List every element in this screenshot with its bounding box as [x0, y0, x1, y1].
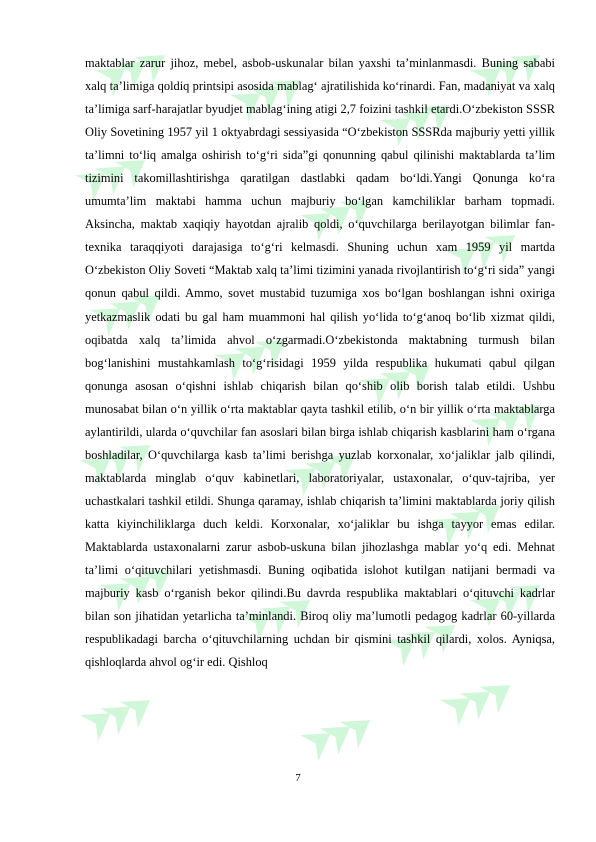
- page-number: 7: [295, 772, 301, 784]
- watermark-chevron-icon: [80, 677, 159, 751]
- watermark-chevron-icon: [300, 697, 379, 771]
- body-paragraph: maktablar zarur jihoz, mebel, asbob-uskunalar bilan yaxshi ta’minlanmasdi. Buning sababi xalq ta’limiga qoldiq printsipi asosida mablag‘ ajratilishida ko‘rinardi. Fan, madaniyat va xalq ta’limiga sarf-harajatlar byudjet mablag‘ining atigi 2,7 foizini tashkil etardi.O‘zbekiston SSSR Oliy Sovetining 1957 yil 1 oktyabrdagi sessiyasida “O‘zbekiston SSSRda majburiy yetti yillik ta’limni to‘liq amalga oshirish to‘g‘ri sida”gi qonunning qabul qilinishi maktablarda ta’lim tizimini takomillashtirishga qaratilgan dastlabki qadam bo‘ldi.Yangi Qonunga ko‘ra umumta’lim maktabi hamma uchun majburiy bo‘lgan kamchiliklar barham topmadi. Aksincha, maktab xaqiqiy hayotdan ajralib qoldi, o‘quvchilarga berilayotgan bilimlar fan-texnika taraqqiyoti darajasiga to‘g‘ri kelmasdi. Shuning uchun xam 1959 yil martda O‘zbekiston Oliy Soveti “Maktab xalq ta’limi tizimini yanada rivojlantirish to‘g‘ri sida” yangi qonun qabul qildi. Ammo, sovet mustabid tuzumiga xos bo‘lgan boshlangan ishni oxiriga yetkazmaslik odati bu gal ham muammoni hal qilish yo‘lida to‘g‘anoq bo‘lib xizmat qildi, oqibatda xalq ta’limida ahvol o‘zgarmadi.O‘zbekistonda maktabning turmush bilan bog‘lanishini mustahkamlash to‘g‘risidagi 1959 yilda respublika hukumati qabul qilgan qonunga asosan o‘qishni ishlab chiqarish bilan qo‘shib olib borish talab etildi. Ushbu munosabat bilan o‘n yillik o‘rta maktablar qayta tashkil etilib, o‘n bir yillik o‘rta maktablarga aylantirildi, ularda o‘quvchilar fan asoslari bilan birga ishlab chiqarish kasblarini ham o‘rgana boshladilar, O‘quvchilarga kasb ta’limi berishga yuzlab korxonalar, xo‘jaliklar jalb qilindi, maktablarda minglab o‘quv kabinetlari, laboratoriyalar, ustaxonalar, o‘quv-tajriba, yer uchastkalari tashkil etildi. Shunga qaramay, ishlab chiqarish ta’limini maktablarda joriy qilish katta kiyinchiliklarga duch keldi. Korxonalar, xo‘jaliklar bu ishga tayyor emas edilar. Maktablarda ustaxonalarni zarur asbob-uskuna bilan jihozlashga mablar yo‘q edi. Mehnat ta’limi o‘qituvchilari yetishmasdi. Buning oqibatida islohot kutilgan natijani bermadi va majburiy kasb o‘rganish bekor qilindi.Bu davrda respublika maktablari o‘qituvchi kadrlar bilan son jihatidan yetarlicha ta’minlandi. Biroq oliy ma’lumotli pedagog kadrlar 60-yillarda respublikadagi barcha o‘qituvchilarning uchdan bir qismini tashkil qilardi, xolos. Ayniqsa, qishloqlarda ahvol og‘ir edi. Qishloq: [85, 56, 555, 670]
- body-text-block: [85, 52, 555, 674]
